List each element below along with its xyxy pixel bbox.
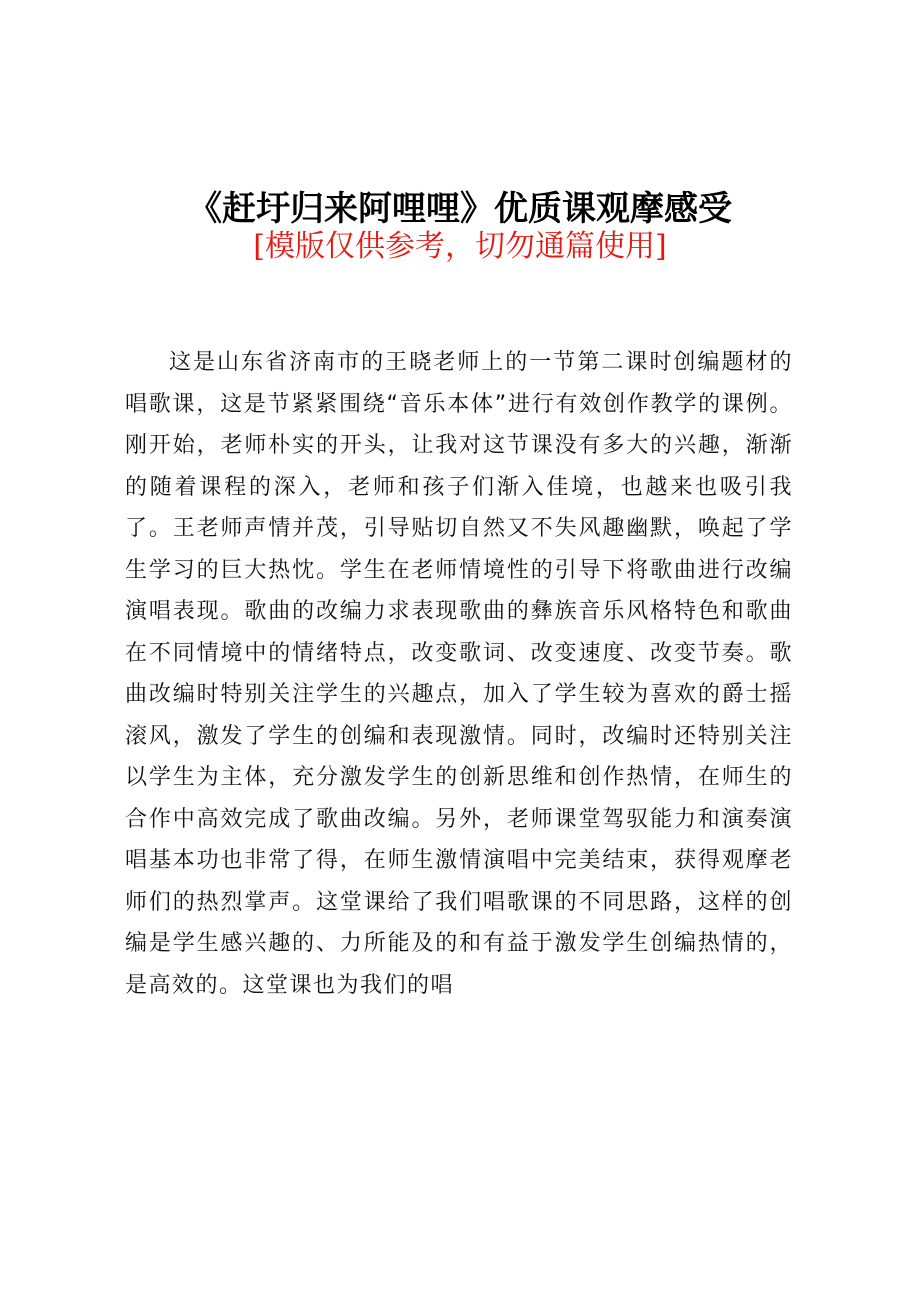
document-title: 《赶圩归来阿哩哩》优质课观摩感受 <box>188 188 732 229</box>
body-paragraph: 这是山东省济南市的王晓老师上的一节第二课时创编题材的唱歌课，这是节紧紧围绕“音乐本体”进行有效创作教学的课例。刚开始，老师朴实的开头，让我对这节课没有多大的兴趣，渐渐的随着课程的深入，老师和孩子们渐入佳境，也越来也吸引我了。王老师声情并茂，引导贴切自然又不失风趣幽默，唤起了学生学习的巨大热忱。学生在老师情境性的引导下将歌曲进行改编演唱表现。歌曲的改编力求表现歌曲的彝族音乐风格特色和歌曲在不同情境中的情绪特点，改变歌词、改变速度、改变节奏。歌曲改编时特别关注学生的兴趣点，加入了学生较为喜欢的爵士摇滚风，激发了学生的创编和表现激情。同时，改编时还特别关注以学生为主体，充分激发学生的创新思维和创作热情，在师生的合作中高效完成了歌曲改编。另外，老师课堂驾驭能力和演奏演唱基本功也非常了得，在师生激情演唱中完美结束，获得观摩老师们的热烈掌声。这堂课给了我们唱歌课的不同思路，这样的创编是学生感兴趣的、力所能及的和有益于激发学生创编热情的，是高效的。这堂课也为我们的唱 <box>125 350 793 998</box>
template-notice: [模版仅供参考，切勿通篇使用] <box>253 229 667 264</box>
